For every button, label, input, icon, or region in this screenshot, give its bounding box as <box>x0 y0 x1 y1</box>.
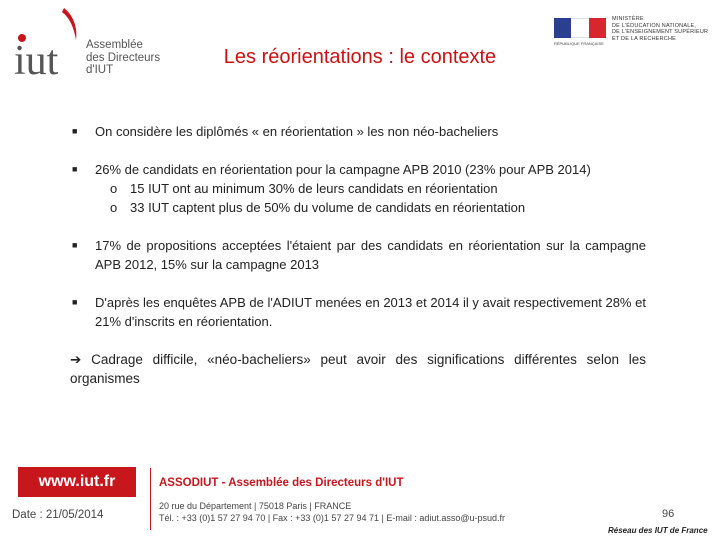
square-bullet-icon: ■ <box>72 164 78 174</box>
square-bullet-icon: ■ <box>72 297 78 307</box>
circle-bullet-icon: o <box>110 200 118 215</box>
footer-divider <box>150 468 151 530</box>
bullet-item <box>70 293 646 331</box>
website-link[interactable]: www.iut.fr <box>18 467 136 497</box>
french-flag-icon <box>554 18 606 38</box>
square-bullet-icon: ■ <box>72 126 78 136</box>
sub-bullet-item <box>70 179 646 198</box>
ministry-line: DE L'ENSEIGNEMENT SUPÉRIEUR <box>612 29 709 35</box>
ministry-logo <box>554 16 714 48</box>
footer-address <box>159 501 505 524</box>
logo-wordmark: iut <box>14 38 59 84</box>
bullet-text: D'après les enquêtes APB de l'ADIUT menées en 2013 et 2014 il y avait respectivement 28% et 21% d'inscrits en réorientation. <box>95 295 646 329</box>
conclusion-paragraph <box>70 350 646 388</box>
bullet-text: 26% de candidats en réorientation pour la campagne APB 2010 (23% pour APB 2014) <box>95 162 591 177</box>
logo-line: d'IUT <box>86 64 114 76</box>
network-signature: Réseau des IUT de France <box>608 526 708 535</box>
slide-date: Date : 21/05/2014 <box>12 509 104 521</box>
sub-bullet-item <box>70 198 646 217</box>
ministry-name <box>612 16 708 42</box>
logo-line: des Directeurs <box>86 51 161 64</box>
association-name: ASSODIUT - Assemblée des Directeurs d'IUT <box>159 477 404 489</box>
square-bullet-icon: ■ <box>72 240 78 250</box>
arrow-right-icon: ➔ <box>70 352 82 367</box>
page-title: Les réorientations : le contexte <box>223 46 497 68</box>
bullet-item <box>70 122 646 141</box>
bullet-text: 17% de propositions acceptées l'étaient par des candidats en réorientation sur la campagne APB 2012, 15% sur la campagne 2013 <box>95 238 646 272</box>
address-line: 20 rue du Département | 75018 Paris | FRANCE <box>159 501 352 511</box>
conclusion-text: Cadrage difficile, «néo-bacheliers» peut avoir des significations différentes selon les organismes <box>70 352 646 386</box>
page-number: 96 <box>662 508 675 520</box>
bullet-text: On considère les diplômés « en réorientation » les non néo-bacheliers <box>95 124 499 139</box>
sub-bullet-text: 15 IUT ont au minimum 30% de leurs candidats en réorientation <box>130 181 498 196</box>
sub-bullet-text: 33 IUT captent plus de 50% du volume de candidats en réorientation <box>130 200 526 215</box>
bullet-item <box>70 160 646 217</box>
bullet-item <box>70 236 646 274</box>
logo-line: Assemblée <box>86 39 143 51</box>
slide-content <box>70 122 646 388</box>
republic-caption: RÉPUBLIQUE FRANÇAISE <box>554 41 604 46</box>
contact-line: Tél. : +33 (0)1 57 27 94 70 | Fax : +33 (0)1 57 27 94 71 | E-mail : adiut.asso@u-psud.fr <box>159 512 506 523</box>
ministry-line: ET DE LA RECHERCHE <box>612 35 677 42</box>
ministry-line: MINISTÈRE <box>612 16 644 22</box>
circle-bullet-icon: o <box>110 181 118 196</box>
ministry-line: DE L'ÉDUCATION NATIONALE, <box>612 22 697 29</box>
